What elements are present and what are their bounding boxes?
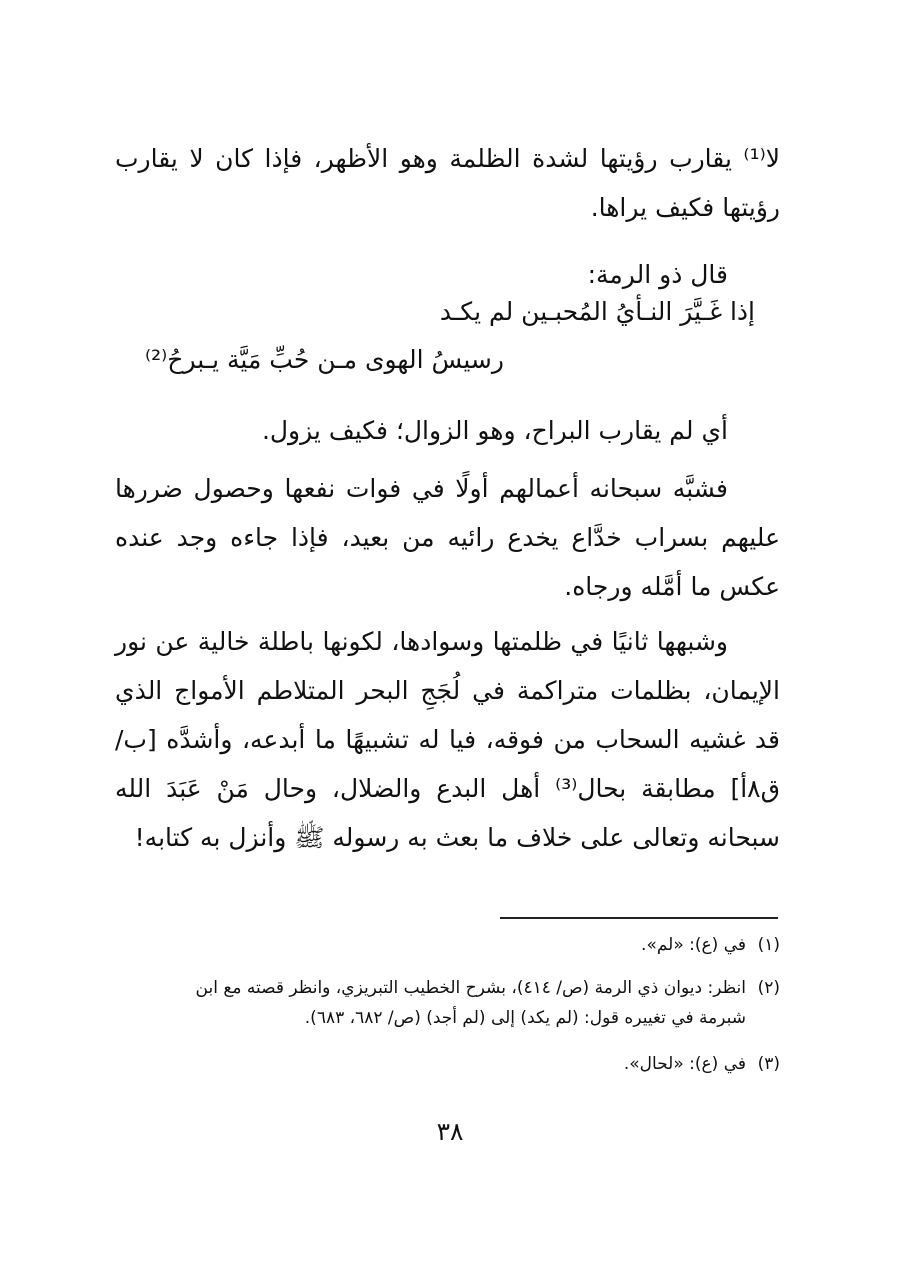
- paragraph-5: وشبهها ثانيًا في ظلمتها وسوادها، لكونها باطلة خالية عن نور الإيمان، بظلمات متراكمة في لُجَجِ البحر المتلاطم الأمواج الذي قد غشيه السحاب من فوقه، فيا له تشبيهًا ما أبدعه، وأشدَّه [ب/ ق٨أ] مطابقة بحال⁽³⁾ أهل البدع والضلال، وحال مَنْ عَبَدَ الله سبحانه وتعالى على خلاف ما بعث به رسوله ﷺ وأنزل به كتابه!: [115, 627, 781, 852]
- page-number: ٣٨: [436, 1117, 464, 1146]
- footnote-3-number: (٣): [757, 1054, 780, 1074]
- paragraph-1: لا⁽¹⁾ يقارب رؤيتها لشدة الظلمة وهو الأظهر، فإذا كان لا يقارب رؤيتها فكيف يراها.: [115, 144, 780, 222]
- footnote-2-text-line-1: انظر: ديوان ذي الرمة (ص/ ٤١٤)، بشرح الخطيب التبريزي، وانظر قصته مع ابن: [195, 978, 746, 998]
- footnote-2-text-line-2: شبرمة في تغييره قول: (لم يكد) إلى (لم أجد) (ص/ ٦٨٢، ٦٨٣).: [304, 1008, 746, 1028]
- footnote-3: [115, 1049, 780, 1079]
- footnote-2-number: (٢): [757, 978, 780, 998]
- verse-line-2: رسيسُ الهوى مـن حُبِّ مَيَّة يـبرحُ⁽²⁾: [145, 345, 504, 374]
- paragraph-4: فشبَّه سبحانه أعمالهم أولًا في فوات نفعها وحصول ضررها عليهم بسراب خدَّاع يخدع رائيه من بعيد، فإذا جاءه وجد عنده عكس ما أمَّله ورجاه.: [115, 474, 780, 601]
- footnote-divider: [500, 917, 778, 919]
- footnote-1: [115, 930, 780, 960]
- verse-line-1: إذا غَـيَّرَ النـأيُ المُحبـين لم يكـد: [439, 297, 755, 326]
- paragraph-3: أي لم يقارب البراح، وهو الزوال؛ فكيف يزول.: [261, 416, 728, 445]
- footnote-1-text: في (ع): «لم».: [641, 935, 746, 955]
- footnote-3-text: في (ع): «لحال».: [623, 1054, 746, 1074]
- footnote-1-number: (١): [757, 935, 780, 955]
- footnote-2: [115, 973, 780, 1033]
- paragraph-poet-intro: قال ذو الرمة:: [587, 260, 728, 289]
